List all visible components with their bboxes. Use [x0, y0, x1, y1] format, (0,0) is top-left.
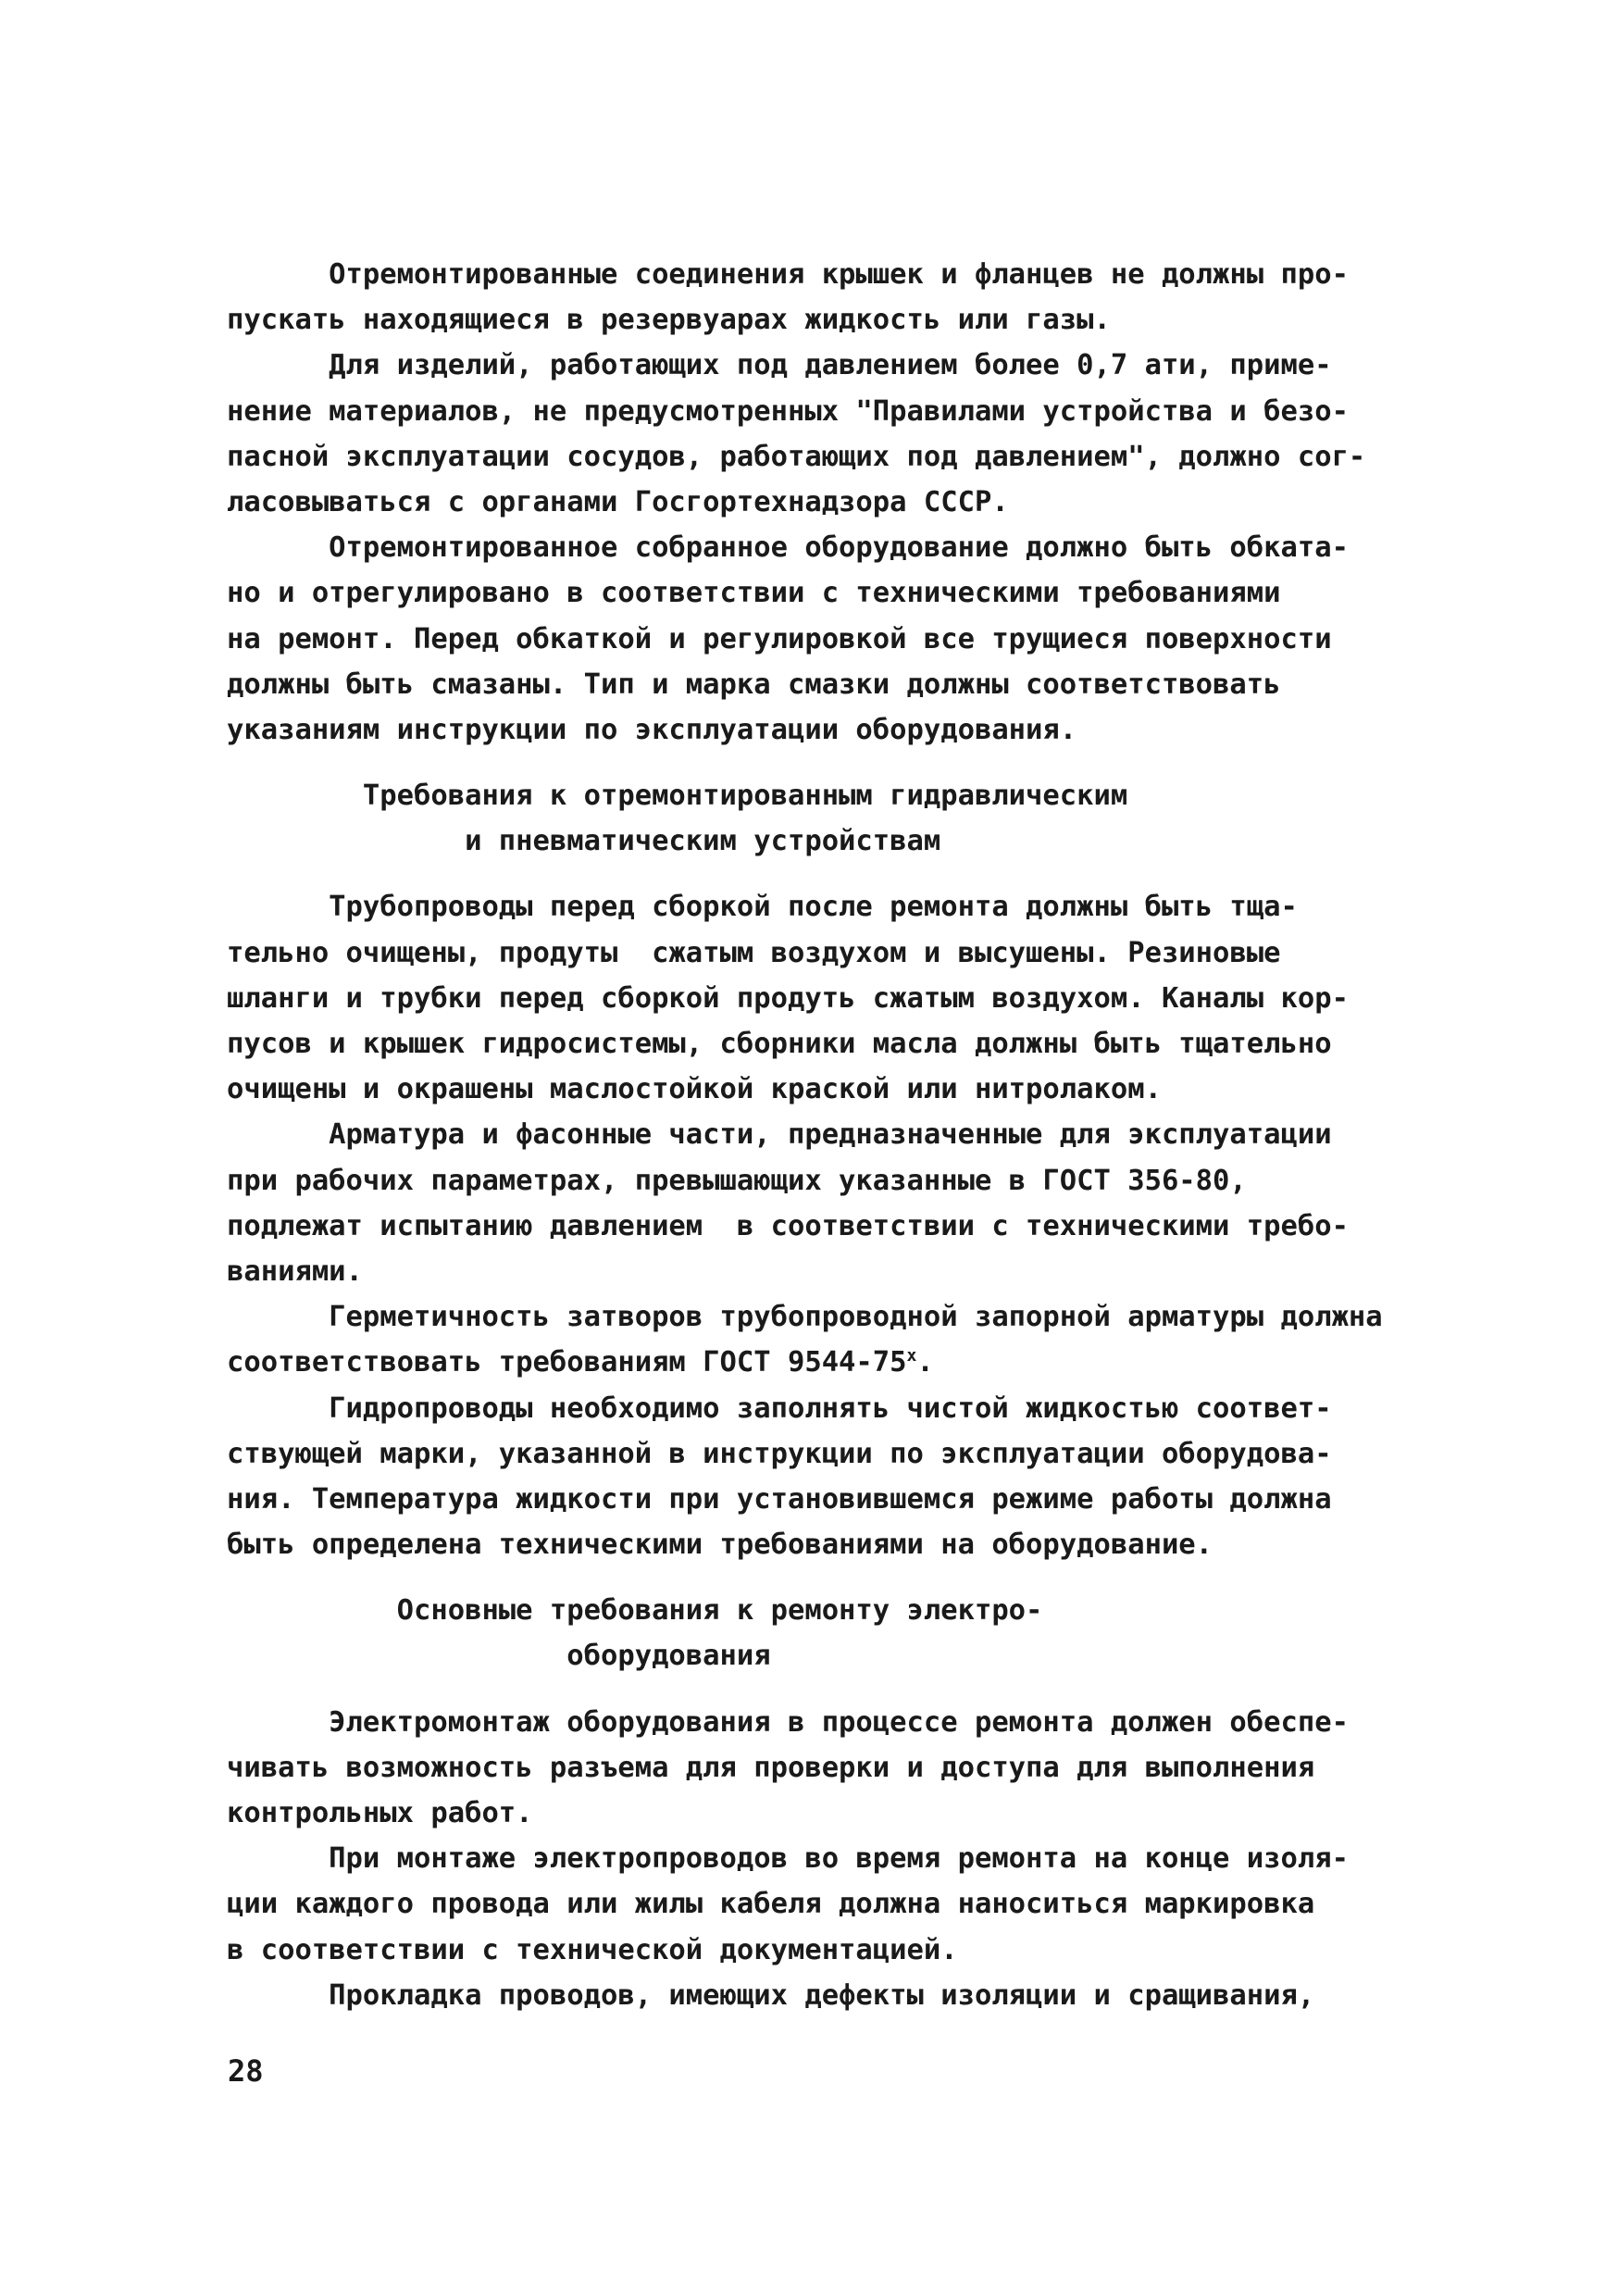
text-line: ствующей марки, указанной в инструкции по эксплуатации оборудова- — [227, 1437, 1332, 1470]
text-line: контрольных работ. — [227, 1797, 533, 1829]
text-line: пусов и крышек гидросистемы, сборники масла должны быть тщательно — [227, 1028, 1332, 1060]
paragraph — [227, 1294, 1476, 1385]
text-line: Гидропроводы необходимо заполнять чистой жидкостью соответ- — [227, 1391, 1332, 1425]
section-heading — [227, 773, 1476, 864]
text-line: ния. Температура жидкости при установившемся режиме работы должна — [227, 1482, 1332, 1516]
paragraph — [227, 1836, 1476, 1973]
paragraph — [227, 1386, 1476, 1568]
paragraph — [227, 252, 1476, 343]
paragraph — [227, 884, 1476, 1112]
text-line: ваниями. — [227, 1254, 363, 1288]
text-line: тельно очищены, продуты сжатым воздухом и высушены. Резиновые — [227, 936, 1281, 969]
text-line: Трубопроводы перед сборкой после ремонта должны быть тща- — [227, 891, 1298, 924]
heading-line: Требования к отремонтированным гидравлическим — [227, 780, 1128, 813]
spacer — [227, 1567, 1476, 1588]
text-line: Арматура и фасонные части, предназначенные для эксплуатации — [227, 1118, 1332, 1152]
text-line: Прокладка проводов, имеющих дефекты изоляции и сращивания, — [227, 1978, 1315, 2012]
spacer — [227, 864, 1476, 884]
spacer — [227, 753, 1476, 773]
text-line: Электромонтаж оборудования в процессе ремонта должен обеспе- — [227, 1705, 1349, 1739]
text-fragment: . — [916, 1346, 934, 1379]
section-heading — [227, 1588, 1476, 1678]
heading-line: и пневматическим устройствам — [227, 825, 941, 858]
text-line: но и отрегулировано в соответствии с техническими требованиями — [227, 577, 1281, 610]
paragraph — [227, 1973, 1476, 2018]
paragraph — [227, 1112, 1476, 1294]
text-line: Для изделий, работающих под давлением более 0,7 ати, приме- — [227, 349, 1332, 382]
text-line: При монтаже электропроводов во время ремонта на конце изоля- — [227, 1842, 1349, 1876]
text-line: на ремонт. Перед обкаткой и регулировкой все трущиеся поверхности — [227, 622, 1332, 655]
text-line: указаниям инструкции по эксплуатации оборудования. — [227, 713, 1077, 746]
document-body — [227, 252, 1476, 2018]
text-line: Отремонтированные соединения крышек и фланцев не должны про- — [227, 258, 1349, 291]
spacer — [227, 1679, 1476, 1700]
text-line: в соответствии с технической документацией. — [227, 1933, 958, 1966]
text-line: шланги и трубки перед сборкой продуть сжатым воздухом. Каналы кор- — [227, 981, 1349, 1015]
paragraph — [227, 525, 1476, 753]
text-line-with-superscript — [227, 1340, 1476, 1385]
text-fragment: соответствовать требованиям ГОСТ 9544-75 — [227, 1346, 907, 1379]
text-line: должны быть смазаны. Тип и марка смазки должны соответствовать — [227, 668, 1281, 701]
text-line: ции каждого провода или жилы кабеля должна наноситься маркировка — [227, 1888, 1315, 1921]
text-line: Отремонтированное собранное оборудование должно быть обката- — [227, 531, 1349, 565]
text-line: пасной эксплуатации сосудов, работающих под давлением", должно сог- — [227, 440, 1366, 473]
text-line: пускать находящиеся в резервуарах жидкость или газы. — [227, 304, 1111, 337]
text-line: нение материалов, не предусмотренных "Правилами устройства и безо- — [227, 394, 1349, 428]
text-line: подлежат испытанию давлением в соответствии с техническими требо- — [227, 1209, 1349, 1242]
paragraph — [227, 1700, 1476, 1837]
text-line: очищены и окрашены маслостойкой краской или нитролаком. — [227, 1073, 1162, 1106]
heading-line: оборудования — [227, 1640, 771, 1673]
heading-line: Основные требования к ремонту электро- — [227, 1594, 1043, 1628]
text-line: быть определена техническими требованиями на оборудование. — [227, 1529, 1214, 1562]
superscript-mark: х — [906, 1346, 917, 1366]
text-line: ласовываться с органами Госгортехнадзора СССР. — [227, 485, 1009, 518]
text-line: Герметичность затворов трубопроводной запорной арматуры должна — [227, 1301, 1383, 1334]
page-number: 28 — [228, 2053, 264, 2089]
paragraph — [227, 343, 1476, 525]
text-line: при рабочих параметрах, превышающих указанные в ГОСТ 356-80, — [227, 1164, 1247, 1197]
text-line: чивать возможность разъема для проверки и доступа для выполнения — [227, 1751, 1315, 1784]
